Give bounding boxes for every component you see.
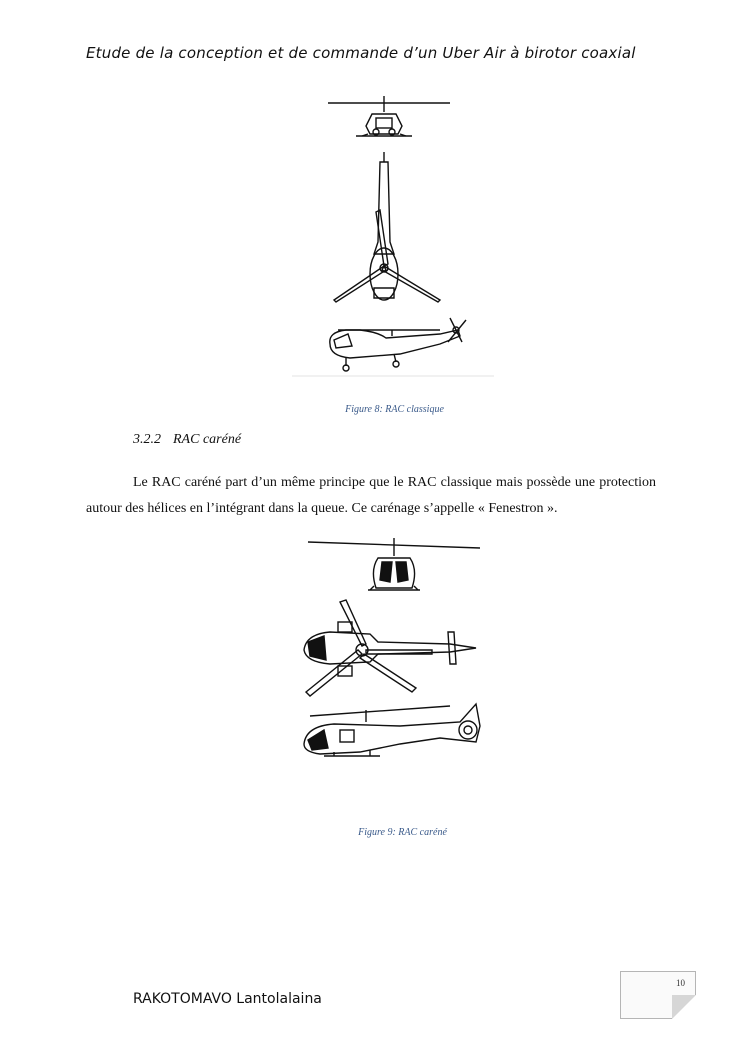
figure-8-image (290, 92, 500, 382)
figure-9-caption: Figure 9: RAC caréné (358, 827, 447, 838)
section-title: RAC caréné (173, 432, 242, 447)
top-view-drawing (334, 152, 440, 302)
section-number: 3.2.2 (133, 432, 161, 447)
body-paragraph: Le RAC caréné part d’un même principe que le RAC classique mais possède une protection autour des hélices en l’intégrant dans la queue. Ce carénage s’appelle « Fenestron ». (86, 475, 656, 516)
document-header-title: Etude de la conception et de commande d’un Uber Air à birotor coaxial (86, 44, 636, 62)
front-view-drawing (328, 96, 450, 136)
section-heading (133, 432, 241, 448)
figure-8-caption: Figure 8: RAC classique (345, 404, 444, 415)
footer-author: RAKOTOMAVO Lantolalaina (133, 991, 322, 1007)
page-number-box (620, 971, 696, 1019)
side-view-drawing (330, 318, 466, 371)
figure-9-image (300, 530, 490, 770)
side-view-drawing (304, 704, 480, 756)
front-view-drawing (308, 538, 480, 590)
top-view-drawing (304, 600, 476, 696)
page-number: 10 (676, 978, 685, 988)
page-curl-corner (672, 995, 696, 1019)
